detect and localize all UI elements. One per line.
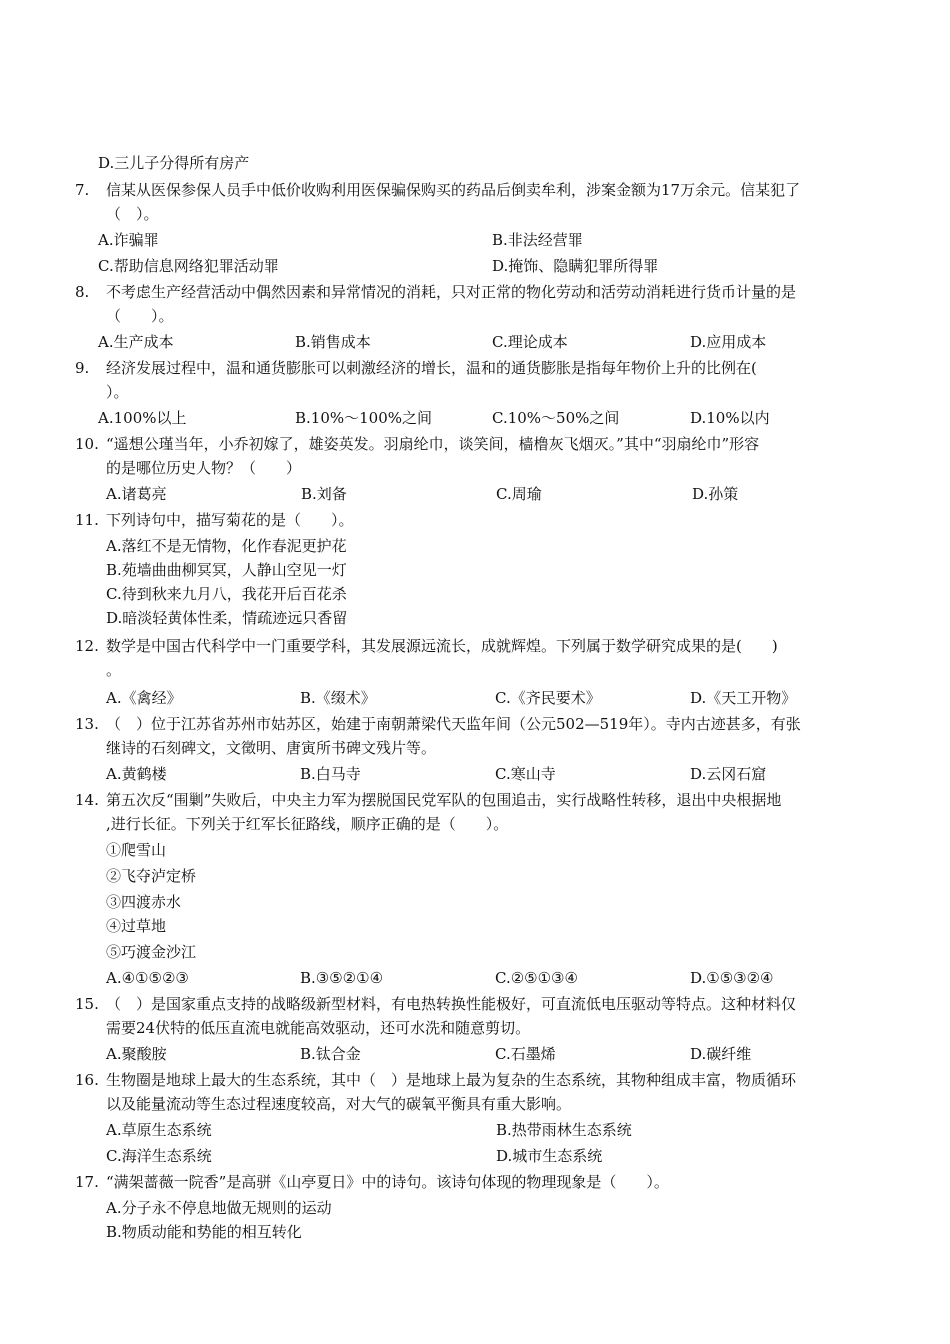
question-17-option-a: A.分子永不停息地做无规则的运动 (106, 1199, 332, 1217)
question-15-text: （ ）是国家重点支持的战略级新型材料，有电热转换性能极好，可直流低电压驱动等特点。这种材料仅 (106, 995, 797, 1013)
question-13-option-a: A.黄鹤楼 (106, 765, 167, 783)
question-7-text-cont: （ ）。 (106, 205, 159, 223)
question-13-text: （ ）位于江苏省苏州市姑苏区，始建于南朝萧梁代天监年间（公元502—519年）。寺内古迹甚多，有张 (106, 715, 801, 733)
question-10-option-a: A.诸葛亮 (106, 485, 167, 503)
question-14-item-1: ①爬雪山 (106, 841, 167, 859)
question-8-option-a: A.生产成本 (98, 333, 174, 351)
question-16-text-cont: 以及能量流动等生态过程速度较高，对大气的碳氧平衡具有重大影响。 (106, 1095, 572, 1113)
question-17-number: 17. (75, 1173, 99, 1191)
question-9-number: 9. (75, 359, 90, 377)
question-17-option-b: B.物质动能和势能的相互转化 (106, 1223, 302, 1241)
question-11-option-c: C.待到秋来九月八，我花开后百花杀 (106, 585, 347, 603)
question-9-text-cont: ）。 (106, 383, 129, 401)
question-10-number: 10. (75, 435, 99, 453)
question-11-option-b: B.苑墙曲曲柳冥冥，人静山空见一灯 (106, 561, 347, 579)
question-15-option-d: D.碳纤维 (690, 1045, 752, 1063)
question-12-option-d: D.《天工开物》 (690, 689, 797, 707)
question-7-number: 7. (75, 181, 90, 199)
question-11-option-d: D.暗淡轻黄体性柔，情疏迹远只香留 (106, 609, 348, 627)
question-12-number: 12. (75, 637, 99, 655)
question-16-number: 16. (75, 1071, 99, 1089)
question-14-item-3: ③四渡赤水 (106, 893, 182, 911)
question-15-option-a: A.聚酸胺 (106, 1045, 167, 1063)
question-14-text-cont: ,进行长征。下列关于红军长征路线，顺序正确的是（ ）。 (106, 815, 509, 833)
question-13-option-c: C.寒山寺 (495, 765, 556, 783)
question-16-option-d: D.城市生态系统 (496, 1147, 603, 1165)
question-15-option-c: C.石墨烯 (495, 1045, 556, 1063)
question-7-option-b: B.非法经营罪 (492, 231, 583, 249)
question-7-option-a: A.诈骗罪 (98, 231, 159, 249)
question-7-text: 信某从医保参保人员手中低价收购利用医保骗保购买的药品后倒卖牟利，涉案金额为17万余元。信某犯了 (106, 181, 801, 199)
question-12-text: 数学是中国古代科学中一门重要学科，其发展源远流长，成就辉煌。下列属于数学研究成果的是( ) (106, 637, 778, 655)
question-17-text: “满架蔷薇一院香”是高骈《山亭夏日》中的诗句。该诗句体现的物理现象是（ ）。 (106, 1173, 669, 1191)
question-16-option-a: A.草原生态系统 (106, 1121, 212, 1139)
question-16-option-c: C.海洋生态系统 (106, 1147, 212, 1165)
question-10-option-c: C.周瑜 (496, 485, 542, 503)
question-15-option-b: B.钛合金 (300, 1045, 361, 1063)
question-7-option-d: D.掩饰、隐瞒犯罪所得罪 (492, 257, 659, 275)
question-8-text-cont: （ ）。 (106, 307, 174, 325)
question-7-option-c: C.帮助信息网络犯罪活动罪 (98, 257, 279, 275)
question-9-option-b: B.10%～100%之间 (295, 409, 433, 427)
question-10-option-d: D.孙策 (692, 485, 739, 503)
question-16-option-b: B.热带雨林生态系统 (496, 1121, 632, 1139)
question-12-option-b: B.《缀术》 (300, 689, 376, 707)
question-9-option-d: D.10%以内 (690, 409, 770, 427)
question-14-item-2: ②飞夺泸定桥 (106, 867, 197, 885)
question-14-option-b: B.③⑤②①④ (300, 969, 384, 987)
question-14-option-d: D.①⑤③②④ (690, 969, 774, 987)
question-12-option-c: C.《齐民要术》 (495, 689, 601, 707)
question-11-text: 下列诗句中，描写菊花的是（ ）。 (106, 511, 354, 529)
question-8-option-b: B.销售成本 (295, 333, 371, 351)
question-9-text: 经济发展过程中，温和通货膨胀可以刺激经济的增长，温和的通货膨胀是指每年物价上升的比例在( (106, 359, 757, 377)
question-8-text: 不考虑生产经营活动中偶然因素和异常情况的消耗，只对正常的物化劳动和活劳动消耗进行货币计量的是 (106, 283, 797, 301)
question-14-option-a: A.④①⑤②③ (106, 969, 189, 987)
question-9-option-a: A.100%以上 (98, 409, 187, 427)
question-9-option-c: C.10%～50%之间 (492, 409, 620, 427)
question-8-option-d: D.应用成本 (690, 333, 767, 351)
question-14-option-c: C.②⑤①③④ (495, 969, 578, 987)
question-12-text-cont: 。 (106, 661, 122, 679)
question-14-item-4: ④过草地 (106, 917, 167, 935)
question-10-option-b: B.刘备 (301, 485, 347, 503)
question-15-number: 15. (75, 995, 99, 1013)
question-10-text: “遥想公瑾当年，小乔初嫁了，雄姿英发。羽扇纶巾，谈笑间，樯橹灰飞烟灭。”其中“羽扇纶巾”形容 (106, 435, 760, 453)
question-14-item-5: ⑤巧渡金沙江 (106, 943, 197, 961)
question-13-option-d: D.云冈石窟 (690, 765, 767, 783)
question-14-text: 第五次反“围剿”失败后，中央主力军为摆脱国民党军队的包围追击，实行战略性转移，退出中央根据地 (106, 791, 782, 809)
question-13-text-cont: 继诗的石刻碑文，文徵明、唐寅所书碑文残片等。 (106, 739, 437, 757)
question-8-option-c: C.理论成本 (492, 333, 568, 351)
question-12-option-a: A.《禽经》 (106, 689, 182, 707)
question-14-number: 14. (75, 791, 99, 809)
question-15-text-cont: 需要24伏特的低压直流电就能高效驱动，还可水洗和随意剪切。 (106, 1019, 531, 1037)
question-10-text-cont: 的是哪位历史人物？（ ） (106, 459, 302, 477)
question-16-text: 生物圈是地球上最大的生态系统，其中（ ）是地球上最为复杂的生态系统，其物种组成丰富，物质循环 (106, 1071, 797, 1089)
question-11-number: 11. (75, 511, 99, 529)
question-13-number: 13. (75, 715, 99, 733)
prev-option-d: D.三儿子分得所有房产 (98, 154, 250, 172)
question-8-number: 8. (75, 283, 90, 301)
question-11-option-a: A.落红不是无情物，化作春泥更护花 (106, 537, 347, 555)
question-13-option-b: B.白马寺 (300, 765, 361, 783)
